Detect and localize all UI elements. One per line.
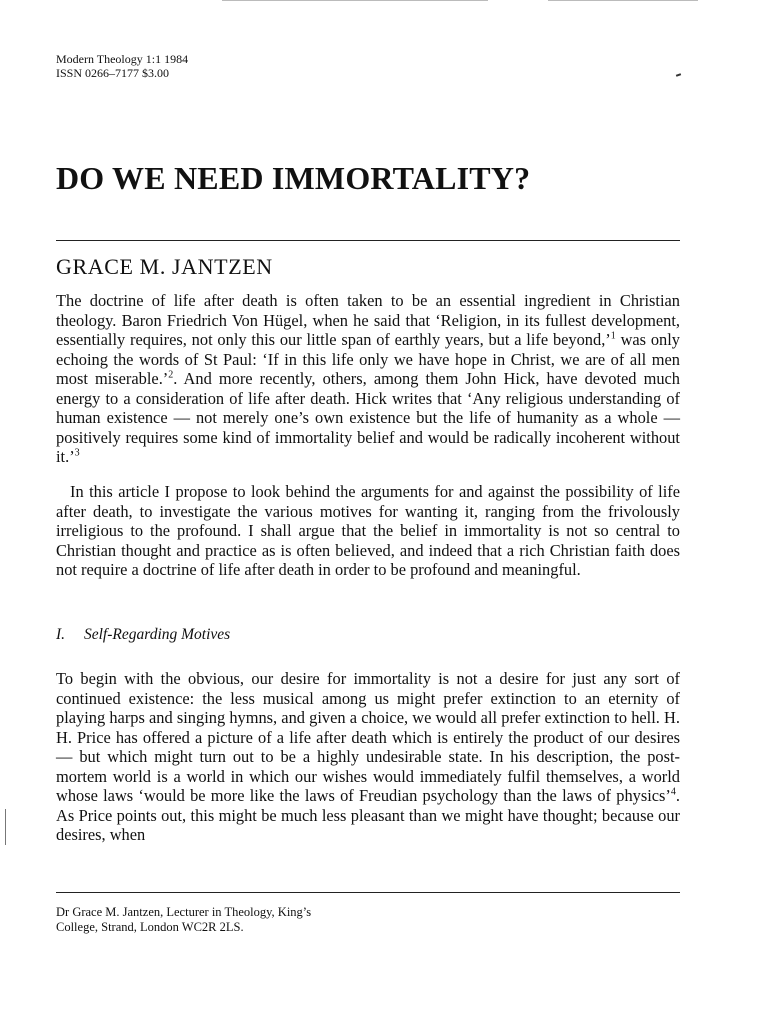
paragraph-1-text-a: The doctrine of life after death is often taken to be an essential ingredient in Christian theology. Baron Friedrich Von Hügel, when he said that ‘Religion, in its fullest development, essentially requires, not only this our little span of earthly years, but a life beyond,’: [56, 291, 680, 349]
footnote-ref-3: 3: [74, 447, 80, 459]
paragraph-1: [56, 291, 680, 467]
section-heading: [56, 626, 230, 644]
margin-scan-mark: [5, 809, 6, 845]
footnote-ref-2: 2: [168, 369, 174, 381]
section-title: Self-Regarding Motives: [84, 626, 231, 643]
footnote-line-1: Dr Grace M. Jantzen, Lecturer in Theology, King’s: [56, 905, 312, 919]
journal-citation: [56, 52, 188, 80]
article-author: GRACE M. JANTZEN: [56, 254, 273, 279]
journal-issn: ISSN 0266–7177 $3.00: [56, 66, 170, 80]
stray-scan-mark: [676, 73, 681, 77]
paragraph-3: [56, 669, 680, 845]
footnote-rule: [56, 892, 680, 893]
title-rule: [56, 240, 680, 241]
top-rule-right: [548, 0, 698, 1]
paragraph-2-text: In this article I propose to look behind the arguments for and against the possibility of life after death, to investigate the various motives for wanting it, ranging from the frivolously irreligious to the profound. I shall argue that the belief in immortality is not so central to Christian thought and practice as is often believed, and indeed that a rich Christian faith does not require a doctrine of life after death in order to be profound and meaningful.: [56, 482, 680, 579]
footnote-ref-4: 4: [670, 786, 676, 798]
paragraph-3-text-b: . As Price points out, this might be much less pleasant than we might have thought; because our desires, when: [56, 786, 680, 844]
paragraph-2: [56, 482, 680, 580]
author-footnote: [56, 905, 576, 935]
paragraph-1-text-b: was only echoing the words of St Paul: ‘If in this life only we have hope in Christ, we are of all men most miserable.’: [56, 330, 681, 388]
article-title: DO WE NEED IMMORTALITY?: [56, 160, 531, 196]
paragraph-1-text-c: . And more recently, others, among them John Hick, have devoted much energy to a consideration of life after death. Hick writes that ‘Any religious understanding of human existence — not merely one’s own existence but the life of humanity as a whole — positively requires some kind of immortality belief and would be radically incoherent without it.’: [56, 369, 680, 466]
paragraph-3-text-a: To begin with the obvious, our desire for immortality is not a desire for just any sort of continued existence: the less musical among us might prefer extinction to an eternity of playing harps and singing hymns, and given a choice, we would all prefer extinction to hell. H. H. Price has offered a picture of a life after death which is entirely the product of our desires — but which might turn out to be a highly undesirable state. In his description, the post-mortem world is a world in which our wishes would immediately fulfil themselves, a world whose laws ‘would be more like the laws of Freudian psychology than the laws of physics’: [56, 669, 680, 805]
top-rule-left: [222, 0, 488, 1]
section-number: I.: [56, 626, 66, 643]
footnote-line-2: College, Strand, London WC2R 2LS.: [56, 920, 244, 934]
journal-issue: Modern Theology 1:1 1984: [56, 52, 189, 66]
footnote-ref-1: 1: [610, 330, 616, 342]
